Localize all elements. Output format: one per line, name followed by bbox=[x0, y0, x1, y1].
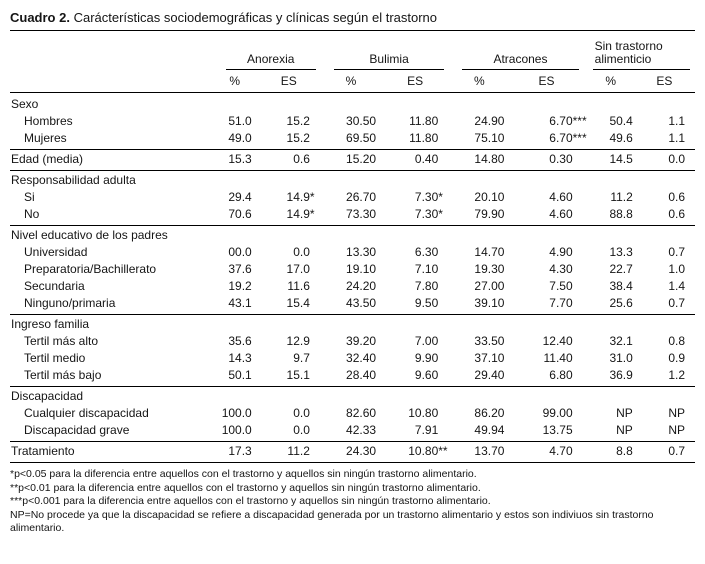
cell-value: 25.6 bbox=[588, 294, 648, 315]
cell-value: 11.80 bbox=[391, 129, 453, 150]
cell-value: 0.7 bbox=[648, 294, 695, 315]
table-row bbox=[10, 277, 695, 294]
cell-value: 0.40 bbox=[391, 150, 453, 171]
footnotes bbox=[10, 463, 695, 536]
row-label: Cualquier discapacidad bbox=[24, 406, 149, 420]
row-label: Edad (media) bbox=[10, 150, 217, 171]
cell-value: 15.20 bbox=[325, 150, 391, 171]
cell-value: 7.70 bbox=[519, 294, 587, 315]
cell-value: 10.80 bbox=[408, 406, 439, 420]
cell-value: 00.0 bbox=[228, 245, 252, 259]
table-row bbox=[10, 294, 695, 315]
cell-value: 4.60 bbox=[519, 205, 587, 226]
cell-value: 0.7 bbox=[668, 245, 685, 259]
cell-value: 43.1 bbox=[217, 294, 267, 315]
row-label: Preparatoria/Bachillerato bbox=[24, 262, 157, 276]
cell-value: 11.6 bbox=[287, 279, 310, 293]
cell-value: 7.10 bbox=[414, 262, 439, 276]
row-label: Discapacidad grave bbox=[10, 421, 217, 442]
row-label: Tertil más alto bbox=[24, 334, 99, 348]
column-subheader-es: ES bbox=[391, 71, 453, 93]
cell-value: 99.00 bbox=[542, 406, 573, 420]
table-caption: Carácterísticas sociodemográficas y clínicas según el trastorno bbox=[69, 10, 438, 25]
table-row bbox=[10, 150, 695, 171]
footnote: *p<0.05 para la diferencia entre aquellos con el trastorno y aquellos sin ningún trastorno alimentario. bbox=[10, 468, 477, 480]
cell-value: 73.30 bbox=[325, 205, 391, 226]
row-label: Hombres bbox=[24, 114, 73, 128]
cell-value: 0.0 bbox=[293, 245, 310, 259]
cell-value: 86.20 bbox=[474, 406, 505, 420]
column-subheader-pct: % bbox=[217, 71, 267, 93]
column-group-label: Bulimia bbox=[334, 53, 444, 70]
cell-value: 7.91 bbox=[391, 421, 453, 442]
cell-value: 9.90 bbox=[414, 351, 439, 365]
row-label: Ingreso familia bbox=[11, 317, 90, 331]
cell-value: 10.80 ** bbox=[391, 442, 453, 463]
table-row bbox=[10, 315, 695, 333]
row-label: Discapacidad bbox=[11, 389, 84, 403]
cell-value: 1.1 bbox=[668, 114, 685, 128]
table-row bbox=[10, 366, 695, 387]
table-row bbox=[10, 421, 695, 442]
cell-value: 30.50 bbox=[346, 114, 377, 128]
cell-value: 88.8 bbox=[588, 205, 648, 226]
cell-value: 29.40 bbox=[453, 366, 519, 387]
cell-value: 0.8 bbox=[668, 334, 685, 348]
cell-value: 1.4 bbox=[668, 279, 685, 293]
cell-value: 6.30 bbox=[414, 245, 439, 259]
row-label: Sexo bbox=[11, 97, 39, 111]
cell-value: 1.2 bbox=[648, 366, 695, 387]
cell-value: 14.70 bbox=[474, 245, 505, 259]
cell-value: 28.40 bbox=[325, 366, 391, 387]
cell-value: NP bbox=[668, 406, 685, 420]
cell-value: 6.80 bbox=[519, 366, 587, 387]
cell-value: 26.70 bbox=[346, 190, 377, 204]
column-subheader-es: ES bbox=[519, 71, 587, 93]
cell-value: 4.60 bbox=[549, 190, 573, 204]
cell-value: 11.80 bbox=[409, 114, 439, 128]
row-label: Secundaria bbox=[24, 279, 85, 293]
cell-value: 0.7 bbox=[648, 442, 695, 463]
table-row bbox=[10, 226, 695, 244]
cell-value: 79.90 bbox=[453, 205, 519, 226]
cell-value: 51.0 bbox=[228, 114, 252, 128]
cell-value: 43.50 bbox=[325, 294, 391, 315]
cell-value: 19.30 bbox=[474, 262, 505, 276]
cell-value: 13.30 bbox=[346, 245, 377, 259]
cell-value: 39.20 bbox=[346, 334, 377, 348]
cell-value: 24.30 bbox=[325, 442, 391, 463]
cell-value: 27.00 bbox=[474, 279, 505, 293]
cell-value: 35.6 bbox=[228, 334, 252, 348]
column-group-label: Anorexia bbox=[226, 53, 316, 70]
cell-value: 1.0 bbox=[668, 262, 685, 276]
cell-value: 49.94 bbox=[453, 421, 519, 442]
cell-value: 70.6 bbox=[217, 205, 267, 226]
table-row bbox=[10, 112, 695, 129]
cell-value: 1.1 bbox=[648, 129, 695, 150]
data-table bbox=[10, 32, 695, 463]
cell-value: 0.6 bbox=[267, 150, 325, 171]
table-title bbox=[10, 8, 695, 31]
cell-value: 82.60 bbox=[346, 406, 377, 420]
table-row bbox=[10, 171, 695, 189]
cell-value: 14.9 * bbox=[286, 190, 315, 204]
column-group-label: Sin trastorno alimenticio bbox=[593, 40, 690, 70]
cell-value: 24.90 bbox=[474, 114, 505, 128]
row-label: Tertil medio bbox=[24, 351, 86, 365]
significance-stars: * bbox=[438, 190, 443, 204]
cell-value: 100.0 bbox=[217, 421, 267, 442]
row-label: Responsabilidad adulta bbox=[11, 173, 136, 187]
cell-value: 13.75 bbox=[519, 421, 587, 442]
cell-value: 14.9 * bbox=[267, 205, 325, 226]
cell-value: 50.4 bbox=[609, 114, 633, 128]
table-row bbox=[10, 349, 695, 366]
column-group-row bbox=[10, 32, 695, 71]
cell-value: 50.1 bbox=[217, 366, 267, 387]
cell-value: 13.3 bbox=[609, 245, 633, 259]
cell-value: 32.40 bbox=[346, 351, 377, 365]
row-label: Nivel educativo de los padres bbox=[11, 228, 168, 242]
cell-value: 14.3 bbox=[228, 351, 252, 365]
cell-value: 20.10 bbox=[474, 190, 505, 204]
footnote: ***p<0.001 para la diferencia entre aquellos con el trastorno y aquellos sin ningún trastorno alimentario. bbox=[10, 495, 491, 507]
cell-value: 6.70 *** bbox=[519, 129, 587, 150]
cell-value: 36.9 bbox=[588, 366, 648, 387]
cell-value: 7.30 * bbox=[391, 205, 453, 226]
significance-stars: * bbox=[309, 207, 315, 221]
table-row bbox=[10, 404, 695, 421]
row-label: Tertil más bajo bbox=[10, 366, 217, 387]
cell-value: 11.2 bbox=[610, 190, 633, 204]
cell-value: 14.5 bbox=[588, 150, 648, 171]
cell-value: 39.10 bbox=[453, 294, 519, 315]
cell-value: 4.90 bbox=[549, 245, 573, 259]
table-row bbox=[10, 387, 695, 405]
cell-value: 15.3 bbox=[217, 150, 267, 171]
column-subheader-row bbox=[10, 71, 695, 93]
cell-value: 29.4 bbox=[228, 190, 252, 204]
column-subheader-es: ES bbox=[267, 71, 325, 93]
cell-value: 7.30 * bbox=[414, 190, 443, 204]
cell-value: 69.50 bbox=[325, 129, 391, 150]
cell-value: 31.0 bbox=[609, 351, 633, 365]
column-group-sin-trastorno bbox=[588, 32, 695, 71]
table-row bbox=[10, 188, 695, 205]
cell-value: 19.10 bbox=[346, 262, 377, 276]
cell-value: 17.0 bbox=[286, 262, 310, 276]
cell-value: 0.0 bbox=[293, 406, 310, 420]
cell-value: 8.8 bbox=[588, 442, 648, 463]
cell-value: 9.60 bbox=[391, 366, 453, 387]
column-group-label: Atracones bbox=[462, 53, 578, 70]
column-subheader-pct: % bbox=[588, 71, 648, 93]
cell-value: 37.6 bbox=[228, 262, 252, 276]
cell-value: 0.0 bbox=[648, 150, 695, 171]
row-label: Tratamiento bbox=[10, 442, 217, 463]
cell-value: 15.2 bbox=[267, 129, 325, 150]
cell-value: 75.10 bbox=[453, 129, 519, 150]
table-row bbox=[10, 129, 695, 150]
cell-value: 17.3 bbox=[217, 442, 267, 463]
corner-cell bbox=[10, 32, 217, 71]
row-label: Si bbox=[24, 190, 35, 204]
cell-value: 100.0 bbox=[221, 406, 252, 420]
cell-value: 49.0 bbox=[217, 129, 267, 150]
column-group-anorexia bbox=[217, 32, 325, 71]
table-row bbox=[10, 442, 695, 463]
cell-value: 49.6 bbox=[588, 129, 648, 150]
cell-value: 12.9 bbox=[286, 334, 310, 348]
table-row bbox=[10, 260, 695, 277]
table-row bbox=[10, 332, 695, 349]
cell-value: 32.1 bbox=[609, 334, 633, 348]
cell-value: 4.70 bbox=[519, 442, 587, 463]
cell-value: 7.50 bbox=[549, 279, 573, 293]
table-row bbox=[10, 205, 695, 226]
cell-value: 42.33 bbox=[325, 421, 391, 442]
table-row bbox=[10, 243, 695, 260]
cell-value: 13.70 bbox=[453, 442, 519, 463]
row-label: Universidad bbox=[24, 245, 88, 259]
cell-value: 9.50 bbox=[391, 294, 453, 315]
table-row bbox=[10, 93, 695, 113]
significance-stars: ** bbox=[438, 444, 448, 458]
footnote: **p<0.01 para la diferencia entre aquellos con el trastorno y aquellos sin ningún trastorno alimentario. bbox=[10, 481, 481, 494]
significance-stars: * bbox=[309, 190, 315, 204]
cell-value: 0.30 bbox=[519, 150, 587, 171]
cell-value: 4.30 bbox=[549, 262, 573, 276]
row-label: Mujeres bbox=[10, 129, 217, 150]
cell-value: 19.2 bbox=[228, 279, 252, 293]
cell-value: 33.50 bbox=[474, 334, 505, 348]
row-label: No bbox=[10, 205, 217, 226]
column-group-bulimia bbox=[325, 32, 453, 71]
cell-value: 24.20 bbox=[346, 279, 377, 293]
column-subheader-pct: % bbox=[325, 71, 391, 93]
column-subheader-es: ES bbox=[648, 71, 695, 93]
significance-stars: * bbox=[438, 207, 443, 221]
cell-value: 15.4 bbox=[267, 294, 325, 315]
cell-value: 12.40 bbox=[542, 334, 573, 348]
significance-stars: *** bbox=[572, 114, 587, 128]
cell-value: 7.80 bbox=[414, 279, 439, 293]
footnote: NP=No procede ya que la discapacidad se refiere a discapacidad generada por un trastorno alimentario y estos son indiviuos sin trastorno alimentario. bbox=[10, 508, 654, 534]
cell-value: 14.80 bbox=[453, 150, 519, 171]
cell-value: 11.2 bbox=[267, 442, 325, 463]
cell-value: 38.4 bbox=[609, 279, 633, 293]
cell-value: NP bbox=[588, 421, 648, 442]
cell-value: 0.6 bbox=[648, 205, 695, 226]
cell-value: 6.70 *** bbox=[549, 114, 587, 128]
column-subheader-pct: % bbox=[453, 71, 519, 93]
cell-value: 0.9 bbox=[668, 351, 685, 365]
table-number: Cuadro 2. bbox=[10, 10, 70, 25]
cell-value: NP bbox=[648, 421, 695, 442]
cell-value: 15.1 bbox=[267, 366, 325, 387]
cell-value: 37.10 bbox=[474, 351, 505, 365]
cell-value: 7.00 bbox=[414, 334, 439, 348]
cell-value: 11.40 bbox=[543, 351, 573, 365]
cell-value: 9.7 bbox=[293, 351, 310, 365]
cell-value: 0.6 bbox=[668, 190, 685, 204]
cell-value: 15.2 bbox=[286, 114, 310, 128]
column-group-atracones bbox=[453, 32, 587, 71]
row-label: Ninguno/primaria bbox=[10, 294, 217, 315]
cell-value: 0.0 bbox=[267, 421, 325, 442]
cell-value: 22.7 bbox=[609, 262, 633, 276]
corner-cell bbox=[10, 71, 217, 93]
cell-value: NP bbox=[616, 406, 633, 420]
significance-stars: *** bbox=[572, 131, 587, 145]
